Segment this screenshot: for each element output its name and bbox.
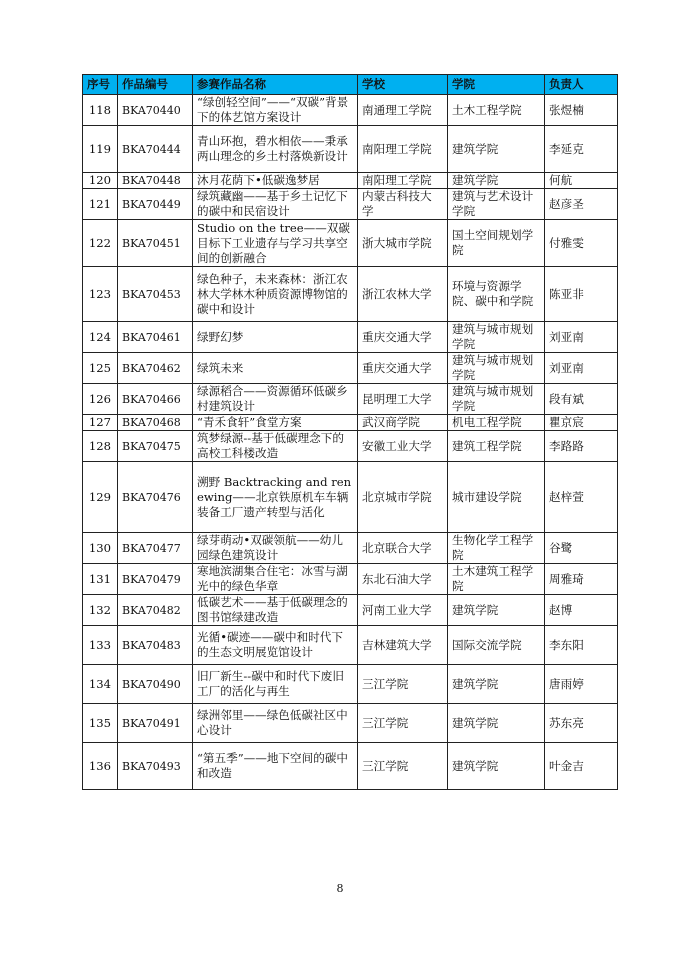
row-school: 安徽工业大学 [358,431,448,462]
row-code: BKA70476 [118,462,193,533]
row-title: 绿色种子，未来森林：浙江农林大学林木种质资源博物馆的碳中和设计 [193,267,358,322]
row-title: 溯野 Backtracking and renewing——北京铁原机车车辆装备工厂遗产转型与活化 [193,462,358,533]
row-school: 三江学院 [358,743,448,790]
row-code: BKA70448 [118,173,193,189]
row-code: BKA70491 [118,704,193,743]
row-college: 建筑与城市规划学院 [448,384,545,415]
row-school: 北京联合大学 [358,533,448,564]
table-row [83,189,618,220]
table-row [83,533,618,564]
row-index: 134 [83,665,118,704]
row-title: “第五季”——地下空间的碳中和改造 [193,743,358,790]
table-row [83,665,618,704]
row-index: 133 [83,626,118,665]
row-college: 机电工程学院 [448,415,545,431]
row-index: 132 [83,595,118,626]
table-header-row [83,75,618,95]
table-row [83,95,618,126]
row-school: 南通理工学院 [358,95,448,126]
row-leader: 赵彦圣 [545,189,618,220]
table-row [83,743,618,790]
row-index: 130 [83,533,118,564]
table-row [83,126,618,173]
row-school: 内蒙古科技大学 [358,189,448,220]
table-row [83,415,618,431]
row-title: 绿芽萌动•双碳领航——幼儿园绿色建筑设计 [193,533,358,564]
row-school: 三江学院 [358,665,448,704]
row-school: 重庆交通大学 [358,322,448,353]
row-school: 南阳理工学院 [358,126,448,173]
table-row [83,595,618,626]
row-title: 筑梦绿源--基于低碳理念下的高校工科楼改造 [193,431,358,462]
row-college: 建筑学院 [448,126,545,173]
row-leader: 赵梓萱 [545,462,618,533]
row-index: 136 [83,743,118,790]
row-school: 吉林建筑大学 [358,626,448,665]
row-code: BKA70490 [118,665,193,704]
row-school: 河南工业大学 [358,595,448,626]
header-title: 参赛作品名称 [193,75,358,95]
header-index: 序号 [83,75,118,95]
table-row [83,626,618,665]
header-school: 学校 [358,75,448,95]
row-title: Studio on the tree——双碳目标下工业遗存与学习共享空间的创新融合 [193,220,358,267]
row-school: 东北石油大学 [358,564,448,595]
row-school: 南阳理工学院 [358,173,448,189]
row-code: BKA70461 [118,322,193,353]
row-leader: 周雅琦 [545,564,618,595]
row-code: BKA70462 [118,353,193,384]
header-leader: 负责人 [545,75,618,95]
row-college: 建筑工程学院 [448,431,545,462]
row-title: “绿创轻空间”——“双碳”背景下的体艺馆方案设计 [193,95,358,126]
row-leader: 陈亚非 [545,267,618,322]
row-index: 135 [83,704,118,743]
row-leader: 李东阳 [545,626,618,665]
row-code: BKA70479 [118,564,193,595]
row-code: BKA70477 [118,533,193,564]
row-title: 绿洲邻里——绿色低碳社区中心设计 [193,704,358,743]
row-index: 131 [83,564,118,595]
row-college: 建筑学院 [448,595,545,626]
row-index: 124 [83,322,118,353]
row-college: 环境与资源学院、碳中和学院 [448,267,545,322]
row-college: 建筑与城市规划学院 [448,353,545,384]
row-college: 建筑学院 [448,665,545,704]
row-title: 绿筑藏幽——基于乡土记忆下的碳中和民宿设计 [193,189,358,220]
row-college: 生物化学工程学院 [448,533,545,564]
row-college: 建筑学院 [448,173,545,189]
row-leader: 付雅雯 [545,220,618,267]
row-school: 北京城市学院 [358,462,448,533]
row-title: “青禾食轩”食堂方案 [193,415,358,431]
row-index: 120 [83,173,118,189]
row-code: BKA70468 [118,415,193,431]
row-index: 127 [83,415,118,431]
row-title: 青山环抱，碧水相依——秉承两山理念的乡土村落焕新设计 [193,126,358,173]
row-college: 城市建设学院 [448,462,545,533]
row-code: BKA70466 [118,384,193,415]
row-code: BKA70440 [118,95,193,126]
row-code: BKA70482 [118,595,193,626]
row-school: 重庆交通大学 [358,353,448,384]
row-code: BKA70475 [118,431,193,462]
page-number: 8 [336,882,344,895]
row-title: 低碳艺术——基于低碳理念的图书馆绿建改造 [193,595,358,626]
row-index: 125 [83,353,118,384]
row-leader: 何航 [545,173,618,189]
table-row [83,564,618,595]
row-index: 121 [83,189,118,220]
row-school: 浙江农林大学 [358,267,448,322]
row-college: 国土空间规划学院 [448,220,545,267]
row-code: BKA70493 [118,743,193,790]
row-school: 浙大城市学院 [358,220,448,267]
row-college: 土木工程学院 [448,95,545,126]
row-leader: 苏东亮 [545,704,618,743]
row-college: 建筑与城市规划学院 [448,322,545,353]
table-row [83,384,618,415]
row-title: 绿野幻梦 [193,322,358,353]
row-index: 126 [83,384,118,415]
row-school: 三江学院 [358,704,448,743]
row-code: BKA70449 [118,189,193,220]
row-index: 119 [83,126,118,173]
table-row [83,462,618,533]
table-row [83,431,618,462]
table-row [83,267,618,322]
row-leader: 李延克 [545,126,618,173]
row-index: 118 [83,95,118,126]
row-school: 昆明理工大学 [358,384,448,415]
table-body [83,95,618,790]
header-code: 作品编号 [118,75,193,95]
row-college: 土木建筑工程学院 [448,564,545,595]
row-school: 武汉商学院 [358,415,448,431]
header-college: 学院 [448,75,545,95]
table-row [83,173,618,189]
row-title: 光循•碳迹——碳中和时代下的生态文明展览馆设计 [193,626,358,665]
row-code: BKA70453 [118,267,193,322]
row-college: 建筑与艺术设计学院 [448,189,545,220]
row-title: 绿筑未来 [193,353,358,384]
row-leader: 刘亚南 [545,353,618,384]
row-leader: 叶金吉 [545,743,618,790]
award-table [82,74,618,790]
row-leader: 瞿京宸 [545,415,618,431]
row-leader: 段有斌 [545,384,618,415]
row-index: 123 [83,267,118,322]
table-row [83,220,618,267]
table-row [83,353,618,384]
row-code: BKA70444 [118,126,193,173]
row-index: 129 [83,462,118,533]
row-leader: 唐雨婷 [545,665,618,704]
row-leader: 张煜楠 [545,95,618,126]
table-row [83,704,618,743]
row-leader: 赵博 [545,595,618,626]
row-leader: 李路路 [545,431,618,462]
row-college: 建筑学院 [448,704,545,743]
row-leader: 刘亚南 [545,322,618,353]
row-title: 绿源稻合——资源循环低碳乡村建筑设计 [193,384,358,415]
row-leader: 谷鹭 [545,533,618,564]
row-index: 122 [83,220,118,267]
row-index: 128 [83,431,118,462]
row-title: 沐月花荫下•低碳逸梦居 [193,173,358,189]
row-code: BKA70451 [118,220,193,267]
row-title: 寒地滨湖集合住宅：冰雪与湖光中的绿色华章 [193,564,358,595]
row-title: 旧厂新生--碳中和时代下废旧工厂的活化与再生 [193,665,358,704]
row-college: 建筑学院 [448,743,545,790]
row-college: 国际交流学院 [448,626,545,665]
row-code: BKA70483 [118,626,193,665]
table-row [83,322,618,353]
